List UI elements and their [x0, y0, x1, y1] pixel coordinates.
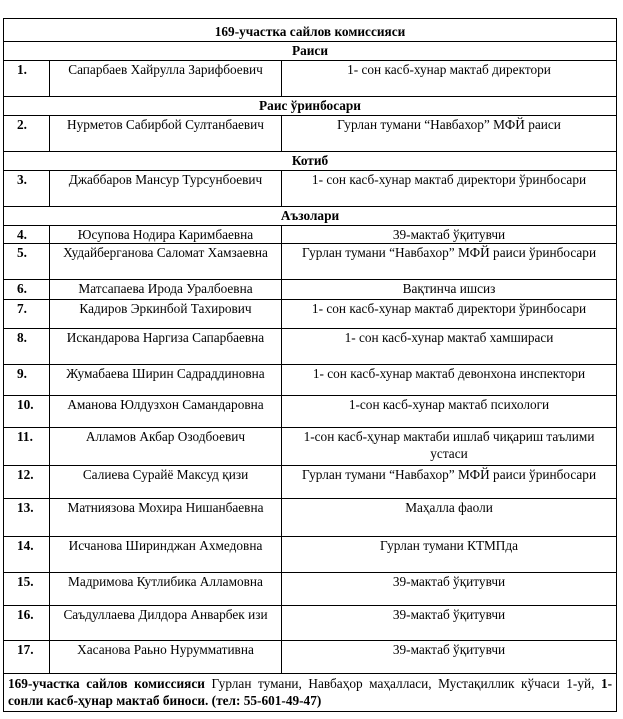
member-name: Сапарбаев Хайрулла Зарифбоевич [50, 61, 282, 97]
member-number: 7. [4, 300, 50, 329]
member-number: 3. [4, 171, 50, 207]
document-title: 169-участка сайлов комиссияси [4, 19, 617, 42]
member-name: Хасанова Раьно Нуруммативна [50, 641, 282, 674]
member-position: 1-сон касб-хунар мактаб психологи [282, 396, 617, 428]
title-row [4, 19, 617, 42]
member-position: Маҳалла фаоли [282, 499, 617, 537]
member-name: Алламов Акбар Озодбоевич [50, 428, 282, 466]
member-position: 1- сон касб-хунар мактаб девонхона инспектори [282, 365, 617, 396]
commission-address [4, 674, 617, 712]
member-number: 8. [4, 329, 50, 365]
member-row [4, 537, 617, 573]
member-number: 4. [4, 226, 50, 244]
member-row [4, 280, 617, 300]
member-row [4, 365, 617, 396]
section-row [4, 207, 617, 226]
member-name: Матсапаева Ирода Уралбоевна [50, 280, 282, 300]
member-number: 13. [4, 499, 50, 537]
member-number: 15. [4, 573, 50, 606]
member-name: Исчанова Ширинджан Ахмедовна [50, 537, 282, 573]
member-row [4, 300, 617, 329]
member-row [4, 499, 617, 537]
section-heading: Котиб [4, 152, 617, 171]
member-position: Гурлан тумани КТМПда [282, 537, 617, 573]
member-position: 1- сон касб-хунар мактаб директори ўринбосари [282, 300, 617, 329]
section-row [4, 152, 617, 171]
member-number: 9. [4, 365, 50, 396]
member-name: Саъдуллаева Дилдора Анварбек изи [50, 606, 282, 641]
member-number: 17. [4, 641, 50, 674]
member-position: 39-мактаб ўқитувчи [282, 641, 617, 674]
member-name: Искандарова Наргиза Сапарбаевна [50, 329, 282, 365]
member-position: 1- сон касб-хунар мактаб директори [282, 61, 617, 97]
member-row [4, 226, 617, 244]
commission-table [3, 18, 617, 712]
member-name: Жумабаева Ширин Садраддиновна [50, 365, 282, 396]
member-name: Нурметов Сабирбой Султанбаевич [50, 116, 282, 152]
member-position: Гурлан тумани “Навбахор” МФЙ раиси ўринбосари [282, 466, 617, 499]
member-row [4, 606, 617, 641]
member-row [4, 171, 617, 207]
member-number: 16. [4, 606, 50, 641]
member-row [4, 244, 617, 280]
section-row [4, 42, 617, 61]
member-number: 1. [4, 61, 50, 97]
member-row [4, 329, 617, 365]
section-heading: Раис ўринбосари [4, 97, 617, 116]
member-name: Джаббаров Мансур Турсунбоевич [50, 171, 282, 207]
member-row [4, 116, 617, 152]
member-name: Кадиров Эркинбой Тахирович [50, 300, 282, 329]
member-row [4, 641, 617, 674]
member-position: Вақтинча ишсиз [282, 280, 617, 300]
member-row [4, 573, 617, 606]
member-position: 39-мактаб ўқитувчи [282, 606, 617, 641]
member-position: 1-сон касб-ҳунар мактаби ишлаб чиқариш таълими устаси [282, 428, 617, 466]
member-number: 10. [4, 396, 50, 428]
member-position: 39-мактаб ўқитувчи [282, 573, 617, 606]
member-row [4, 466, 617, 499]
member-position: Гурлан тумани “Навбахор” МФЙ раиси ўринбосари [282, 244, 617, 280]
member-name: Салиева Сурайё Максуд қизи [50, 466, 282, 499]
section-heading: Аъзолари [4, 207, 617, 226]
footer-commission-name: 169-участка сайлов комиссияси [8, 676, 205, 691]
section-heading: Раиси [4, 42, 617, 61]
member-name: Мадримова Кутлибика Алламовна [50, 573, 282, 606]
member-name: Аманова Юлдузхон Самандаровна [50, 396, 282, 428]
member-number: 12. [4, 466, 50, 499]
section-row [4, 97, 617, 116]
member-row [4, 61, 617, 97]
footer-row [4, 674, 617, 712]
member-position: 1- сон касб-хунар мактаб хамшираси [282, 329, 617, 365]
commission-document [3, 18, 616, 712]
member-number: 2. [4, 116, 50, 152]
member-number: 5. [4, 244, 50, 280]
member-name: Юсупова Нодира Каримбаевна [50, 226, 282, 244]
member-position: 1- сон касб-хунар мактаб директори ўринбосари [282, 171, 617, 207]
member-position: Гурлан тумани “Навбахор” МФЙ раиси [282, 116, 617, 152]
footer-address: Гурлан тумани, Навбаҳор маҳалласи, Мустақиллик кўчаси 1-уй, [204, 676, 601, 691]
footer-building-phone: 1-сонли касб-ҳунар мактаб биноси. (тел: 55-601-49-47) [8, 676, 613, 708]
member-row [4, 396, 617, 428]
member-number: 6. [4, 280, 50, 300]
member-row [4, 428, 617, 466]
member-name: Худайберганова Саломат Хамзаевна [50, 244, 282, 280]
member-number: 11. [4, 428, 50, 466]
member-number: 14. [4, 537, 50, 573]
member-name: Матниязова Мохира Нишанбаевна [50, 499, 282, 537]
member-position: 39-мактаб ўқитувчи [282, 226, 617, 244]
